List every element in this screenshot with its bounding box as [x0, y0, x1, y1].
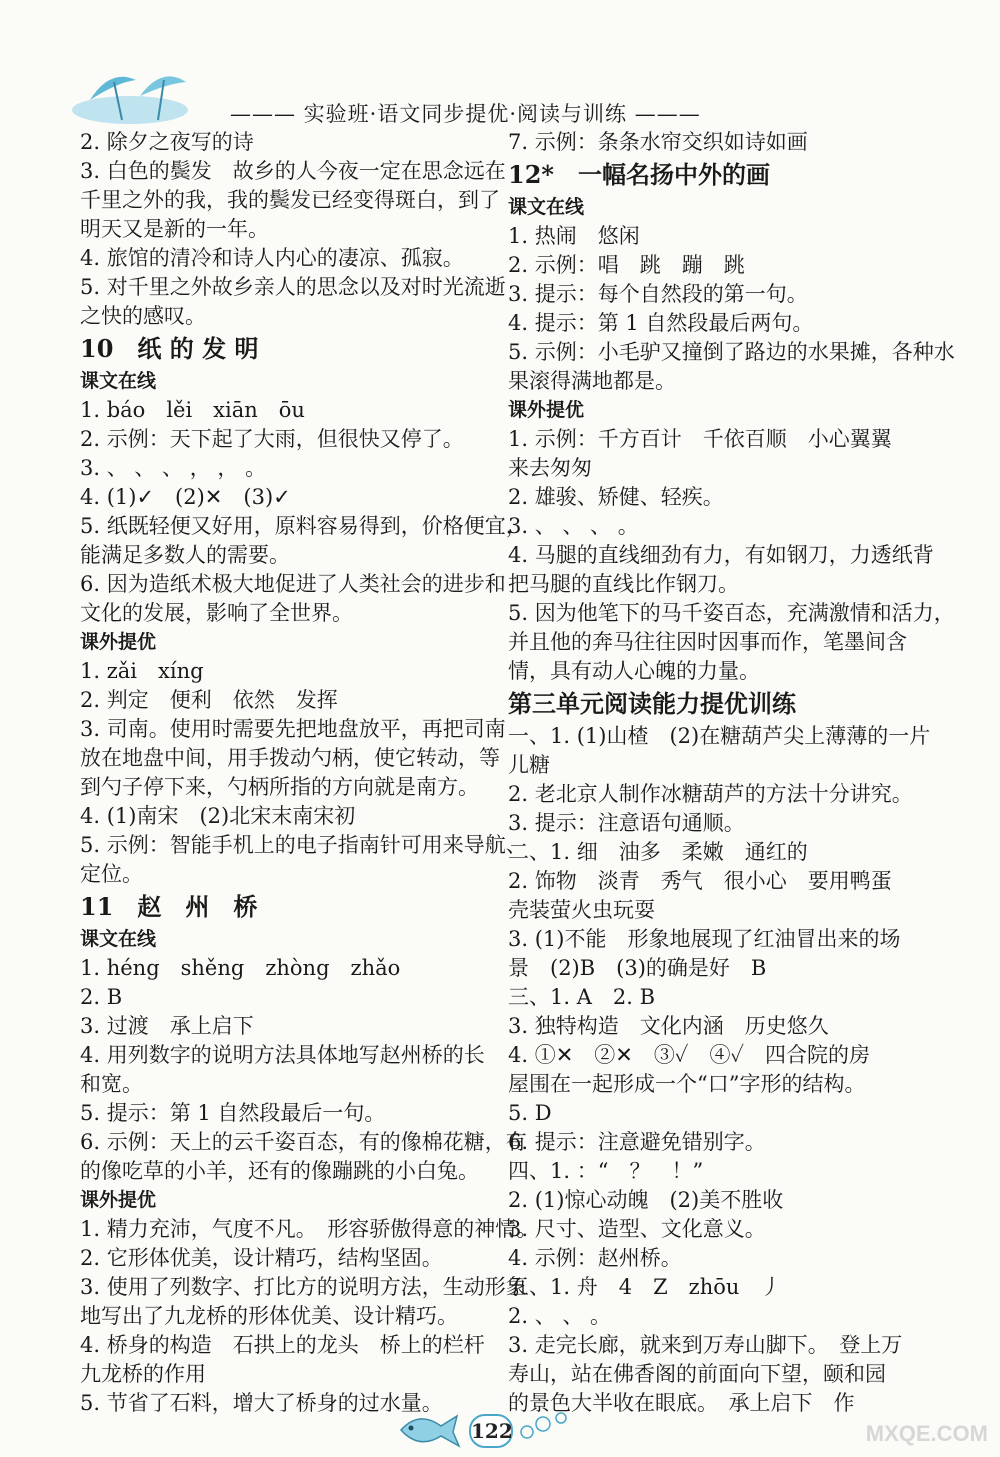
answer-line: 4. (1)南宋 (2)北宋末南宋初 — [80, 804, 356, 828]
answer-line: 果滚得满地都是。 — [508, 369, 676, 393]
answer-line: 能满足多数人的需要。 — [80, 543, 290, 567]
answer-line: 3. (1)不能 形象地展现了红油冒出来的场 — [508, 927, 901, 951]
answer-line: 1. 示例：千方百计 千依百顺 小心翼翼 — [508, 427, 892, 451]
answer-line: 3. 走完长廊，就来到万寿山脚下。 登上万 — [508, 1333, 903, 1357]
section-title: 第三单元阅读能力提优训练 — [508, 689, 796, 718]
answer-line: 千里之外的我，我的鬓发已经变得斑白，到了 — [80, 188, 500, 212]
answer-line: 4. ①✕ ②✕ ③✓ ④✓ 四合院的房 — [508, 1043, 870, 1067]
answer-line: 儿糖 — [508, 753, 550, 777]
answer-line: 到勺子停下来，勺柄所指的方向就是南方。 — [80, 775, 479, 799]
answer-line: 2. 除夕之夜写的诗 — [80, 130, 254, 154]
answer-line: 6. 提示：注意避免错别字。 — [508, 1130, 766, 1154]
answer-line: 3. 、 、 、 。 — [508, 514, 639, 538]
answer-line: 2. 、 、 。 — [508, 1304, 612, 1328]
answer-line: 5. 纸既轻便又好用，原料容易得到，价格便宜， — [80, 514, 527, 538]
answer-line: 3. 提示：每个自然段的第一句。 — [508, 282, 808, 306]
page-footer — [395, 1402, 595, 1452]
answer-line: 1. 热闹 悠闲 — [508, 224, 640, 248]
answer-line: 7. 示例：条条水帘交织如诗如画 — [508, 130, 808, 154]
section-title: 12* 一幅名扬中外的画 — [508, 160, 770, 189]
page-number: 122 — [469, 1414, 513, 1448]
fish-decoration-icon — [395, 1406, 465, 1452]
answer-line: 4. 旅馆的清冷和诗人内心的凄凉、孤寂。 — [80, 246, 464, 270]
subsection-title: 课文在线 — [80, 370, 157, 392]
answer-line: 2. 饰物 淡青 秀气 很小心 要用鸭蛋 — [508, 869, 892, 893]
answer-line: 景 (2)B (3)的确是好 B — [508, 956, 767, 980]
answer-line: 2. 判定 便利 依然 发挥 — [80, 688, 338, 712]
answer-line: 5. D — [508, 1101, 552, 1125]
answer-line: 四、1. ：“ ？ ！” — [508, 1159, 704, 1183]
answer-line: 和宽。 — [80, 1072, 143, 1096]
header-title: ——— 实验班·语文同步提优·阅读与训练 ——— — [230, 102, 701, 126]
answer-line: 2. 它形体优美，设计精巧，结构坚固。 — [80, 1246, 443, 1270]
answer-line: 3. 司南。使用时需要先把地盘放平，再把司南 — [80, 717, 506, 741]
answer-line: 4. 示例：赵州桥。 — [508, 1246, 682, 1270]
answer-line: 5. 示例：小毛驴又撞倒了路边的水果摊，各种水 — [508, 340, 955, 364]
answer-line: 5. 因为他笔下的马千姿百态，充满激情和活力， — [508, 601, 955, 625]
answer-line: 5. 示例：智能手机上的电子指南针可用来导航、 — [80, 833, 527, 857]
answer-line: 3. 白色的鬓发 故乡的人今夜一定在思念远在 — [80, 159, 506, 183]
answer-line: 的像吃草的小羊，还有的像蹦跳的小白兔。 — [80, 1159, 479, 1183]
answer-line: 2. B — [80, 985, 123, 1009]
answer-line: 1. héng shěng zhòng zhǎo — [80, 956, 401, 980]
answer-line: 九龙桥的作用 — [80, 1362, 206, 1386]
answer-line: 地写出了九龙桥的形体优美、设计精巧。 — [80, 1304, 458, 1328]
subsection-title: 课文在线 — [80, 928, 157, 950]
answer-line: 6. 示例：天上的云千姿百态，有的像棉花糖，有 — [80, 1130, 527, 1154]
answer-line: 3. 使用了列数字、打比方的说明方法，生动形象 — [80, 1275, 527, 1299]
answer-line: 放在地盘中间，用手拨动勺柄，使它转动，等 — [80, 746, 500, 770]
answer-line: 6. 因为造纸术极大地促进了人类社会的进步和 — [80, 572, 506, 596]
answer-line: 把马腿的直线比作钢刀。 — [508, 572, 739, 596]
subsection-title: 课文在线 — [508, 196, 585, 218]
answer-line: 4. 马腿的直线细劲有力，有如钢刀，力透纸背 — [508, 543, 934, 567]
answer-line: 2. (1)惊心动魄 (2)美不胜收 — [508, 1188, 784, 1212]
answer-line: 之快的感叹。 — [80, 304, 206, 328]
answer-line: 明天又是新的一年。 — [80, 217, 269, 241]
answer-line: 文化的发展，影响了全世界。 — [80, 601, 353, 625]
answer-line: 4. 提示：第 1 自然段最后两句。 — [508, 311, 814, 335]
answer-line: 一、1. (1)山楂 (2)在糖葫芦尖上薄薄的一片 — [508, 724, 931, 748]
answer-line: 定位。 — [80, 862, 143, 886]
answer-line: 2. 雄骏、矫健、轻疾。 — [508, 485, 724, 509]
subsection-title: 课外提优 — [508, 399, 585, 421]
section-title: 10 纸 的 发 明 — [80, 334, 259, 363]
answer-line: 1. 精力充沛，气度不凡。 形容骄傲得意的神情。 — [80, 1217, 538, 1241]
answer-line: 二、1. 细 油多 柔嫩 通红的 — [508, 840, 808, 864]
answer-line: 3. 过渡 承上启下 — [80, 1014, 254, 1038]
answer-line: 1. báo lěi xiān ōu — [80, 398, 305, 422]
beach-umbrella-logo-icon — [70, 60, 190, 126]
answer-line: 2. 示例：天下起了大雨，但很快又停了。 — [80, 427, 464, 451]
answer-line: 4. (1)✓ (2)✕ (3)✓ — [80, 485, 291, 509]
answer-line: 4. 桥身的构造 石拱上的龙头 桥上的栏杆 — [80, 1333, 485, 1357]
answer-line: 来去匆匆 — [508, 456, 592, 480]
section-title: 11 赵 州 桥 — [80, 892, 258, 921]
answer-line: 2. 示例：唱 跳 蹦 跳 — [508, 253, 745, 277]
answer-line: 壳装萤火虫玩耍 — [508, 898, 655, 922]
answer-line: 3. 尺寸、造型、文化意义。 — [508, 1217, 766, 1241]
right-answer-column — [508, 128, 955, 1418]
answer-line: 5. 提示：第 1 自然段最后一句。 — [80, 1101, 386, 1125]
page-header — [70, 60, 950, 130]
answer-line: 三、1. A 2. B — [508, 985, 656, 1009]
answer-line: 情，具有动人心魄的力量。 — [508, 659, 760, 683]
answer-line: 3. 提示：注意语句通顺。 — [508, 811, 745, 835]
answer-line: 2. 老北京人制作冰糖葫芦的方法十分讲究。 — [508, 782, 913, 806]
answer-line: 3. 、 、 、 ， ， 。 — [80, 456, 267, 480]
bubbles-decoration-icon — [517, 1406, 577, 1446]
answer-line: 4. 用列数字的说明方法具体地写赵州桥的长 — [80, 1043, 485, 1067]
answer-line: 的景色大半收在眼底。 承上启下 作 — [508, 1391, 855, 1415]
answer-line: 寿山，站在佛香阁的前面向下望，颐和园 — [508, 1362, 886, 1386]
answer-line: 五、1. 舟 4 Z zhōu 丿 — [508, 1275, 782, 1299]
watermark: MXQE.COM — [865, 1421, 988, 1446]
answer-line: 并且他的奔马往往因时因事而作，笔墨间含 — [508, 630, 907, 654]
answer-line: 5. 对千里之外故乡亲人的思念以及对时光流逝 — [80, 275, 506, 299]
subsection-title: 课外提优 — [80, 1189, 157, 1211]
answer-line: 屋围在一起形成一个“口”字形的结构。 — [508, 1072, 866, 1096]
answer-line: 1. zǎi xíng — [80, 659, 204, 683]
answer-line: 5. 节省了石料，增大了桥身的过水量。 — [80, 1391, 443, 1415]
subsection-title: 课外提优 — [80, 631, 157, 653]
answer-line: 3. 独特构造 文化内涵 历史悠久 — [508, 1014, 829, 1038]
